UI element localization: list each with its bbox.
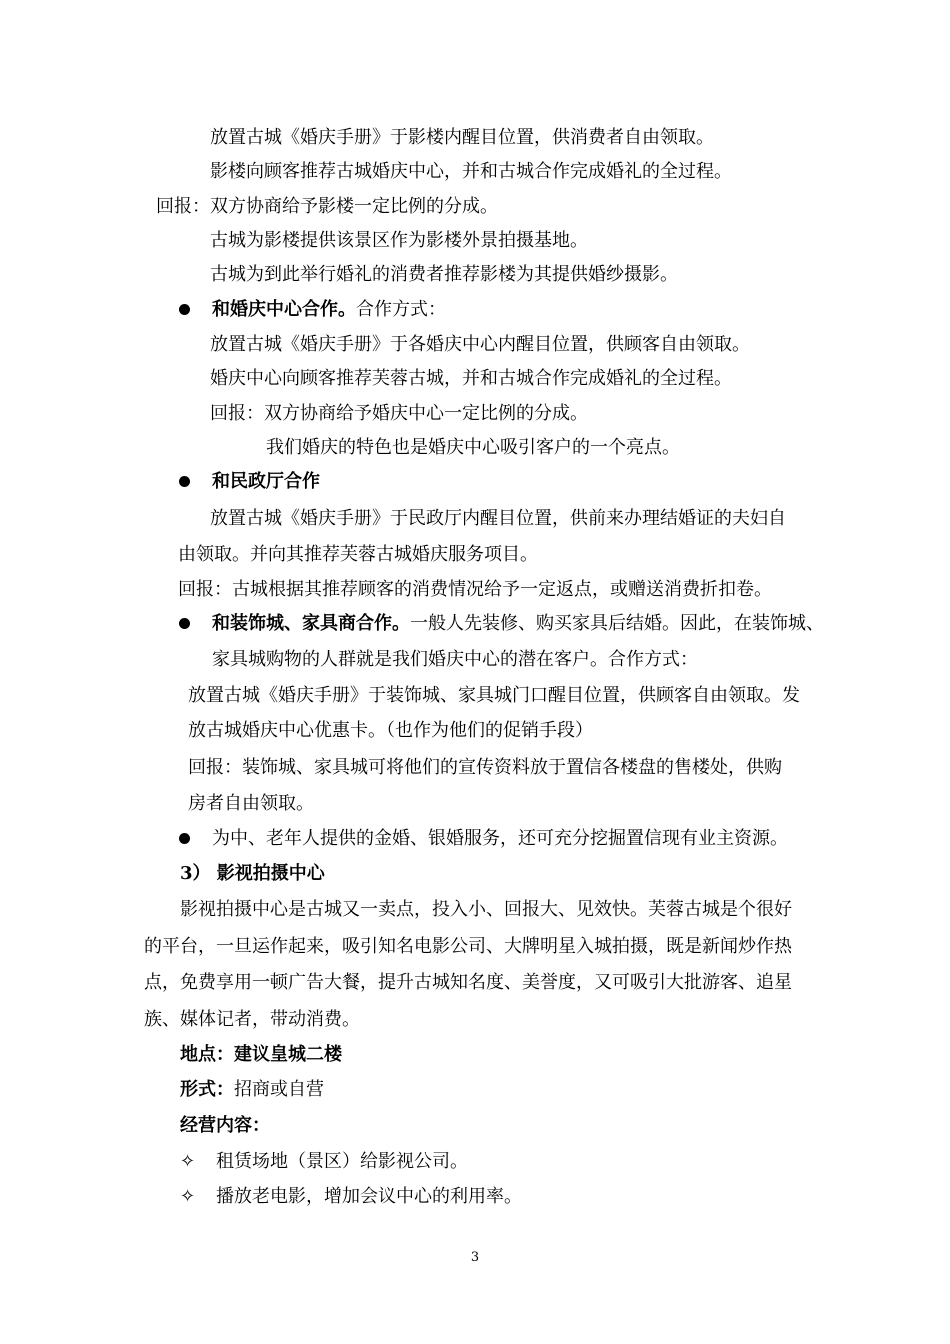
form-line bbox=[180, 1078, 324, 1102]
diamond-bullet-icon: ✧ bbox=[180, 1151, 196, 1172]
reward-line: 回报：双方协商给予影楼一定比例的分成。 bbox=[156, 196, 498, 217]
paragraph-line: 放置古城《婚庆手册》于各婚庆中心内醒目位置，供顾客自由领取。 bbox=[210, 334, 750, 355]
location-line: 地点：建议皇城二楼 bbox=[180, 1044, 342, 1065]
paragraph-line: 放古城婚庆中心优惠卡。（也作为他们的促销手段） bbox=[188, 720, 593, 741]
bullet-heading-bold: 和婚庆中心合作。 bbox=[212, 299, 356, 320]
bullet-icon bbox=[179, 618, 190, 629]
bullet-heading bbox=[212, 612, 824, 636]
paragraph-line: 影视拍摄中心是古城又一卖点，投入小、回报大、见效快。芙蓉古城是个很好 bbox=[180, 899, 792, 920]
form-value: 招商或自营 bbox=[234, 1079, 324, 1100]
paragraph-line: 古城为到此举行婚礼的消费者推荐影楼为其提供婚纱摄影。 bbox=[210, 264, 678, 285]
bullet-heading bbox=[212, 298, 446, 322]
paragraph-line: 影楼向顾客推荐古城婚庆中心，并和古城合作完成婚礼的全过程。 bbox=[210, 161, 732, 182]
paragraph-line: 族、媒体记者，带动消费。 bbox=[144, 1009, 360, 1030]
paragraph-line: 我们婚庆的特色也是婚庆中心吸引客户的一个亮点。 bbox=[266, 437, 680, 458]
paragraph-line: 古城为影楼提供该景区作为影楼外景拍摄基地。 bbox=[210, 230, 588, 251]
paragraph-line: 家具城购物的人群就是我们婚庆中心的潜在客户。合作方式： bbox=[212, 649, 698, 670]
bullet-text: 为中、老年人提供的金婚、银婚服务，还可充分挖掘置信现有业主资源。 bbox=[212, 828, 788, 849]
bullet-icon bbox=[179, 833, 190, 844]
bullet-heading-rest: 一般人先装修、购买家具后结婚。因此，在装饰城、 bbox=[410, 613, 824, 634]
paragraph-line: 婚庆中心向顾客推荐芙蓉古城，并和古城合作完成婚礼的全过程。 bbox=[210, 368, 732, 389]
section-heading: 3） 影视拍摄中心 bbox=[180, 863, 325, 884]
bullet-icon bbox=[179, 304, 190, 315]
reward-line: 回报：装饰城、家具城可将他们的宣传资料放于置信各楼盘的售楼处，供购 bbox=[188, 757, 782, 778]
paragraph-line: 由领取。并向其推荐芙蓉古城婚庆服务项目。 bbox=[178, 544, 538, 565]
paragraph-line: 放置古城《婚庆手册》于装饰城、家具城门口醒目位置，供顾客自由领取。发 bbox=[188, 685, 800, 706]
bullet-heading-rest: 合作方式： bbox=[356, 299, 446, 320]
page-number: 3 bbox=[470, 1250, 480, 1265]
reward-line: 回报：古城根据其推荐顾客的消费情况给予一定返点，或赠送消费折扣卷。 bbox=[178, 579, 772, 600]
bullet-icon bbox=[179, 476, 190, 487]
paragraph-line: 放置古城《婚庆手册》于民政厅内醒目位置，供前来办理结婚证的夫妇自 bbox=[210, 508, 786, 529]
reward-line: 回报：双方协商给予婚庆中心一定比例的分成。 bbox=[210, 403, 588, 424]
content-item: 播放老电影，增加会议中心的利用率。 bbox=[216, 1186, 522, 1207]
content-label: 经营内容： bbox=[180, 1115, 270, 1136]
form-label: 形式： bbox=[180, 1079, 234, 1100]
diamond-bullet-icon: ✧ bbox=[180, 1186, 196, 1207]
paragraph-line: 点，免费享用一顿广告大餐，提升古城知名度、美誉度，又可吸引大批游客、追星 bbox=[144, 972, 792, 993]
bullet-heading-bold: 和装饰城、家具商合作。 bbox=[212, 613, 410, 634]
content-item: 租赁场地（景区）给影视公司。 bbox=[216, 1151, 468, 1172]
paragraph-line: 的平台，一旦运作起来，吸引知名电影公司、大牌明星入城拍摄，既是新闻炒作热 bbox=[144, 936, 792, 957]
bullet-heading: 和民政厅合作 bbox=[212, 471, 320, 492]
paragraph-line: 放置古城《婚庆手册》于影楼内醒目位置，供消费者自由领取。 bbox=[210, 127, 714, 148]
paragraph-line: 房者自由领取。 bbox=[188, 793, 314, 814]
